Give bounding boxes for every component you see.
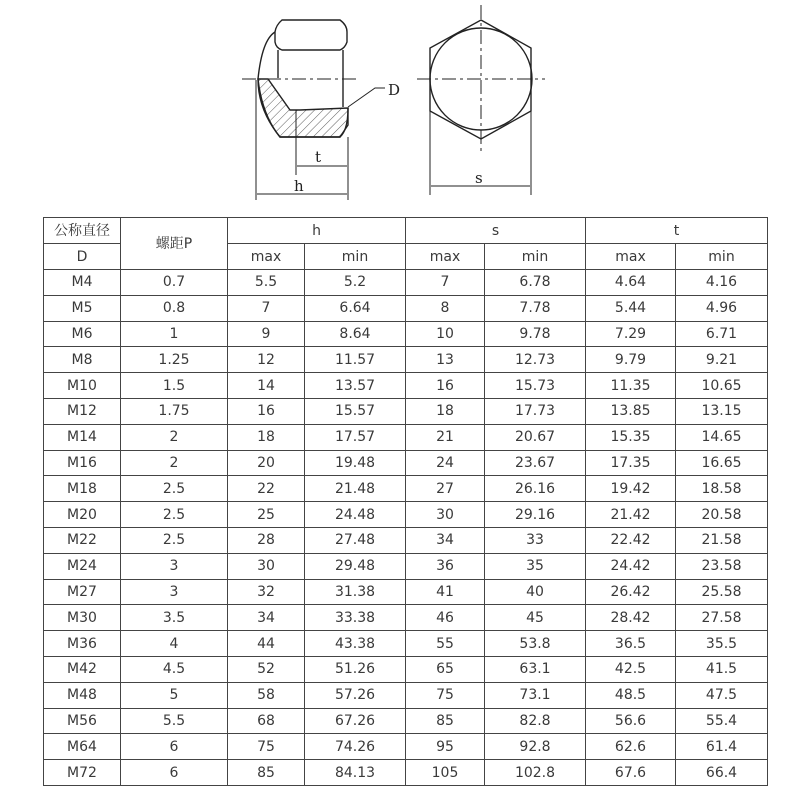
cell-t-min: 16.65 [676, 450, 768, 476]
cell-p: 6 [121, 760, 228, 786]
cell-s-max: 75 [406, 682, 485, 708]
cell-s-max: 13 [406, 347, 485, 373]
cell-t-max: 21.42 [586, 502, 676, 528]
cell-d: M14 [44, 424, 121, 450]
cell-h-max: 14 [228, 373, 305, 399]
cell-d: M48 [44, 682, 121, 708]
cell-t-min: 25.58 [676, 579, 768, 605]
table-row [44, 398, 768, 424]
cell-t-max: 4.64 [586, 270, 676, 296]
cell-s-min: 63.1 [485, 656, 586, 682]
cell-s-min: 26.16 [485, 476, 586, 502]
cell-p: 3 [121, 553, 228, 579]
cell-s-min: 20.67 [485, 424, 586, 450]
header-h-min: min [305, 244, 406, 270]
table-row [44, 527, 768, 553]
cell-s-min: 9.78 [485, 321, 586, 347]
table-row [44, 270, 768, 296]
cell-p: 1 [121, 321, 228, 347]
table-row [44, 734, 768, 760]
table-row [44, 553, 768, 579]
cell-t-min: 55.4 [676, 708, 768, 734]
cell-h-max: 44 [228, 631, 305, 657]
cell-p: 2 [121, 450, 228, 476]
table-row [44, 502, 768, 528]
cell-h-max: 12 [228, 347, 305, 373]
cell-t-min: 4.16 [676, 270, 768, 296]
cell-h-min: 74.26 [305, 734, 406, 760]
cell-h-max: 85 [228, 760, 305, 786]
header-h-max: max [228, 244, 305, 270]
cell-p: 5 [121, 682, 228, 708]
header-h: h [228, 218, 406, 244]
cell-h-min: 13.57 [305, 373, 406, 399]
cell-d: M6 [44, 321, 121, 347]
cell-t-min: 47.5 [676, 682, 768, 708]
cell-s-max: 55 [406, 631, 485, 657]
cell-s-max: 27 [406, 476, 485, 502]
cell-s-min: 40 [485, 579, 586, 605]
cell-t-max: 36.5 [586, 631, 676, 657]
table-row [44, 631, 768, 657]
cell-s-max: 21 [406, 424, 485, 450]
cell-p: 1.75 [121, 398, 228, 424]
cell-h-max: 34 [228, 605, 305, 631]
cell-t-max: 15.35 [586, 424, 676, 450]
cell-s-max: 95 [406, 734, 485, 760]
table-row [44, 424, 768, 450]
cell-p: 4.5 [121, 656, 228, 682]
table-row [44, 476, 768, 502]
cell-h-min: 11.57 [305, 347, 406, 373]
cell-t-min: 27.58 [676, 605, 768, 631]
cell-h-min: 84.13 [305, 760, 406, 786]
cell-t-max: 5.44 [586, 295, 676, 321]
cell-d: M8 [44, 347, 121, 373]
cell-d: M42 [44, 656, 121, 682]
cell-t-min: 6.71 [676, 321, 768, 347]
cell-p: 2.5 [121, 527, 228, 553]
cell-p: 1.25 [121, 347, 228, 373]
cap-nut-technical-drawing [230, 0, 560, 210]
cell-t-min: 23.58 [676, 553, 768, 579]
cell-s-min: 23.67 [485, 450, 586, 476]
cell-h-min: 51.26 [305, 656, 406, 682]
cell-t-max: 67.6 [586, 760, 676, 786]
cell-s-min: 73.1 [485, 682, 586, 708]
cell-h-min: 27.48 [305, 527, 406, 553]
cell-s-min: 6.78 [485, 270, 586, 296]
table-row [44, 450, 768, 476]
label-s: s [475, 169, 483, 187]
cell-h-max: 28 [228, 527, 305, 553]
cell-t-min: 66.4 [676, 760, 768, 786]
cell-d: M27 [44, 579, 121, 605]
header-s-min: min [485, 244, 586, 270]
cell-t-max: 13.85 [586, 398, 676, 424]
cell-h-min: 29.48 [305, 553, 406, 579]
cell-h-max: 18 [228, 424, 305, 450]
cell-t-max: 62.6 [586, 734, 676, 760]
cell-s-max: 24 [406, 450, 485, 476]
cell-h-min: 57.26 [305, 682, 406, 708]
cell-t-max: 17.35 [586, 450, 676, 476]
table-row [44, 760, 768, 786]
cell-h-min: 43.38 [305, 631, 406, 657]
cell-h-min: 17.57 [305, 424, 406, 450]
cell-t-min: 20.58 [676, 502, 768, 528]
cell-h-max: 30 [228, 553, 305, 579]
table-body [44, 270, 768, 786]
cell-h-min: 33.38 [305, 605, 406, 631]
cell-p: 0.8 [121, 295, 228, 321]
cell-p: 3 [121, 579, 228, 605]
header-t-max: max [586, 244, 676, 270]
cell-t-max: 26.42 [586, 579, 676, 605]
label-h: h [294, 177, 304, 195]
cell-h-min: 31.38 [305, 579, 406, 605]
cell-d: M20 [44, 502, 121, 528]
cell-d: M64 [44, 734, 121, 760]
cell-h-max: 52 [228, 656, 305, 682]
cell-t-max: 22.42 [586, 527, 676, 553]
cell-t-min: 4.96 [676, 295, 768, 321]
header-pitch: 螺距P [121, 218, 228, 270]
cell-t-min: 9.21 [676, 347, 768, 373]
cell-d: M16 [44, 450, 121, 476]
cell-h-min: 6.64 [305, 295, 406, 321]
cell-t-max: 56.6 [586, 708, 676, 734]
cell-d: M36 [44, 631, 121, 657]
cell-h-min: 24.48 [305, 502, 406, 528]
cell-p: 2 [121, 424, 228, 450]
cell-t-min: 14.65 [676, 424, 768, 450]
cell-h-max: 5.5 [228, 270, 305, 296]
cell-t-min: 35.5 [676, 631, 768, 657]
cell-s-min: 29.16 [485, 502, 586, 528]
table-row [44, 373, 768, 399]
header-s: s [406, 218, 586, 244]
table-row [44, 579, 768, 605]
cell-h-max: 58 [228, 682, 305, 708]
cell-p: 2.5 [121, 502, 228, 528]
cell-t-max: 19.42 [586, 476, 676, 502]
cell-h-min: 5.2 [305, 270, 406, 296]
cell-t-min: 41.5 [676, 656, 768, 682]
cell-s-min: 15.73 [485, 373, 586, 399]
cell-h-max: 32 [228, 579, 305, 605]
cell-h-max: 16 [228, 398, 305, 424]
cell-h-max: 22 [228, 476, 305, 502]
header-row-1 [44, 218, 768, 244]
cell-s-max: 85 [406, 708, 485, 734]
cell-t-max: 9.79 [586, 347, 676, 373]
cell-p: 1.5 [121, 373, 228, 399]
cell-p: 2.5 [121, 476, 228, 502]
cell-s-min: 17.73 [485, 398, 586, 424]
cell-s-max: 10 [406, 321, 485, 347]
cell-s-max: 34 [406, 527, 485, 553]
cell-t-min: 18.58 [676, 476, 768, 502]
table-row [44, 605, 768, 631]
cell-h-max: 75 [228, 734, 305, 760]
cell-t-min: 61.4 [676, 734, 768, 760]
cell-s-max: 36 [406, 553, 485, 579]
table-row [44, 295, 768, 321]
cell-s-max: 46 [406, 605, 485, 631]
table-row [44, 347, 768, 373]
cell-h-max: 20 [228, 450, 305, 476]
cell-s-min: 82.8 [485, 708, 586, 734]
header-t-min: min [676, 244, 768, 270]
cell-s-max: 16 [406, 373, 485, 399]
cell-h-min: 15.57 [305, 398, 406, 424]
cell-d: M30 [44, 605, 121, 631]
cell-t-max: 24.42 [586, 553, 676, 579]
table-row [44, 656, 768, 682]
cell-d: M24 [44, 553, 121, 579]
cell-t-min: 13.15 [676, 398, 768, 424]
cell-d: M5 [44, 295, 121, 321]
cell-s-min: 35 [485, 553, 586, 579]
cell-d: M4 [44, 270, 121, 296]
cell-s-min: 33 [485, 527, 586, 553]
cell-s-max: 7 [406, 270, 485, 296]
cell-p: 4 [121, 631, 228, 657]
cell-s-max: 105 [406, 760, 485, 786]
cap-nut-dimension-table [43, 217, 768, 786]
side-view [242, 20, 385, 200]
cell-s-max: 65 [406, 656, 485, 682]
cell-t-min: 10.65 [676, 373, 768, 399]
cell-h-max: 25 [228, 502, 305, 528]
table-row [44, 321, 768, 347]
cell-s-min: 53.8 [485, 631, 586, 657]
cell-t-max: 11.35 [586, 373, 676, 399]
cell-d: M10 [44, 373, 121, 399]
cell-d: M12 [44, 398, 121, 424]
cell-d: M72 [44, 760, 121, 786]
cell-d: M22 [44, 527, 121, 553]
table-row [44, 682, 768, 708]
cell-h-min: 21.48 [305, 476, 406, 502]
cell-s-min: 45 [485, 605, 586, 631]
header-t: t [586, 218, 768, 244]
cell-s-max: 41 [406, 579, 485, 605]
cell-s-max: 8 [406, 295, 485, 321]
cell-s-min: 92.8 [485, 734, 586, 760]
cell-t-min: 21.58 [676, 527, 768, 553]
cell-s-max: 30 [406, 502, 485, 528]
cell-t-max: 48.5 [586, 682, 676, 708]
header-d: D [44, 244, 121, 270]
label-t: t [315, 148, 322, 166]
cell-h-max: 68 [228, 708, 305, 734]
cell-p: 0.7 [121, 270, 228, 296]
table-row [44, 708, 768, 734]
header-s-max: max [406, 244, 485, 270]
cell-t-max: 28.42 [586, 605, 676, 631]
cell-h-min: 19.48 [305, 450, 406, 476]
cell-h-max: 9 [228, 321, 305, 347]
cell-p: 5.5 [121, 708, 228, 734]
cell-d: M18 [44, 476, 121, 502]
cell-s-min: 12.73 [485, 347, 586, 373]
label-D: D [388, 81, 401, 99]
cell-t-max: 42.5 [586, 656, 676, 682]
cell-h-min: 67.26 [305, 708, 406, 734]
cell-s-min: 102.8 [485, 760, 586, 786]
cell-t-max: 7.29 [586, 321, 676, 347]
cell-h-max: 7 [228, 295, 305, 321]
cell-p: 6 [121, 734, 228, 760]
cell-s-max: 18 [406, 398, 485, 424]
top-view [417, 5, 545, 195]
header-nominal-diameter: 公称直径 [44, 218, 121, 244]
cell-s-min: 7.78 [485, 295, 586, 321]
cell-p: 3.5 [121, 605, 228, 631]
cell-h-min: 8.64 [305, 321, 406, 347]
cell-d: M56 [44, 708, 121, 734]
